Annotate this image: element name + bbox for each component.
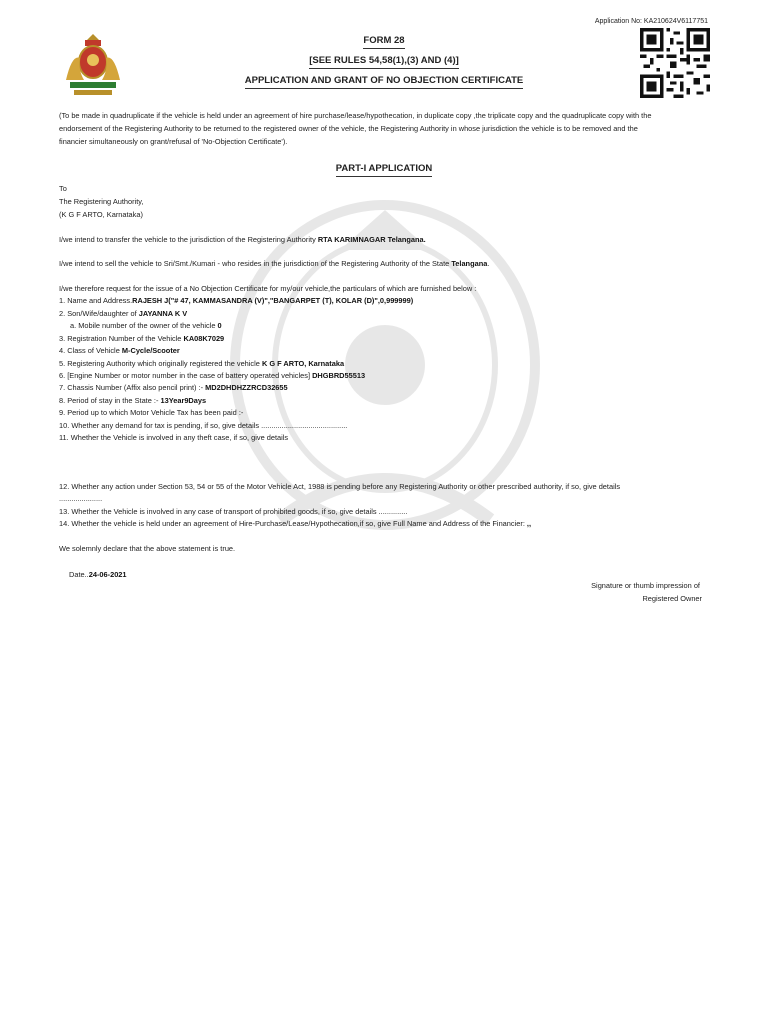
item-relation: 2. Son/Wife/daughter of JAYANNA K V — [59, 309, 188, 318]
rules-title: [SEE RULES 54,58(1),(3) AND (4)] — [309, 55, 459, 69]
application-number: Application No: KA210624V6117751 — [594, 18, 708, 25]
address-office: (K G F ARTO, Karnataka) — [59, 210, 143, 219]
item-theft-case: 11. Whether the Vehicle is involved in any theft case, if so, give details — [59, 433, 289, 442]
form-subtitle: APPLICATION AND GRANT OF NO OBJECTION CERTIFICATE — [245, 75, 524, 89]
part-title: PART-I APPLICATION — [336, 163, 432, 177]
sell-state: Telangana — [451, 259, 488, 268]
item-pending-action: 12. Whether any action under Section 53, 54 or 55 of the Motor Vehicle Act, 1988 is pending before any Registering Authority or other prescribed authority, if so, give details — [59, 482, 621, 491]
declaration: We solemnly declare that the above statement is true. — [59, 544, 236, 553]
address-authority: The Registering Authority, — [59, 197, 144, 206]
item-financier: 14. Whether the vehicle is held under an agreement of Hire-Purchase/Lease/Hypothecation,if so, give Full Name and Address of the Financier: ,, — [59, 519, 532, 528]
request-statement: I/we therefore request for the issue of a No Objection Certificate for my/our vehicle,the particulars of which are furnished below : — [59, 284, 477, 293]
item-pending-action-dots: ..................... — [59, 494, 103, 503]
sell-statement: I/we intend to sell the vehicle to Sri/Smt./Kumari - who resides in the jurisdiction of the Registering Authority of the State Telangana. — [59, 259, 490, 268]
transfer-destination: RTA KARIMNAGAR Telangana. — [317, 235, 426, 244]
item-stay-period: 8. Period of stay in the State :- 13Year9Days — [59, 396, 207, 405]
item-registering-authority: 5. Registering Authority which originally registered the vehicle K G F ARTO, Karnataka — [59, 359, 345, 368]
item-tax-period: 9. Period up to which Motor Vehicle Tax has been paid :- — [59, 408, 244, 417]
intro-note-line: financier simultaneously on grant/refusal of 'No-Objection Certificate'). — [59, 137, 288, 146]
date-value: 24-06-2021 — [88, 570, 127, 579]
transfer-statement: I/we intend to transfer the vehicle to the jurisdiction of the Registering Authority RTA KARIMNAGAR Telangana. — [59, 235, 426, 244]
address-to: To — [59, 184, 67, 193]
signature-line-1: Signature or thumb impression of — [591, 581, 700, 590]
item-engine-number: 6. [Engine Number or motor number in the case of battery operated vehicles] DHGBRD55513 — [59, 371, 366, 380]
item-prohibited-goods: 13. Whether the Vehicle is involved in any case of transport of prohibited goods, if so, give details .............. — [59, 507, 408, 516]
date-field: Date..24-06-2021 — [69, 570, 127, 579]
item-chassis-number: 7. Chassis Number (Affix also pencil print) :- MD2DHDHZZRCD32655 — [59, 383, 288, 392]
form-title: FORM 28 — [363, 35, 404, 49]
item-registration-number: 3. Registration Number of the Vehicle KA08K7029 — [59, 334, 225, 343]
item-mobile: a. Mobile number of the owner of the vehicle 0 — [70, 321, 222, 330]
item-name-address: 1. Name and Address.RAJESH J("# 47, KAMMASANDRA (V)","BANGARPET (T), KOLAR (D)",0,999999) — [59, 296, 414, 305]
intro-note-line: (To be made in quadruplicate if the vehicle is held under an agreement of hire purchase/lease/hypothecation, in duplicate copy ,the triplicate copy and the quadruplicate copy with the — [59, 111, 652, 120]
item-tax-demand: 10. Whether any demand for tax is pending, if so, give details .......................................... — [59, 421, 348, 430]
intro-note-line: endorsement of the Registering Authority to be returned to the registered owner of the vehicle, the Registering Authority in whose jurisdiction the vehicle is to be removed and the — [59, 124, 638, 133]
item-vehicle-class: 4. Class of Vehicle M-Cycle/Scooter — [59, 346, 180, 355]
signature-line-2: Registered Owner — [642, 594, 702, 603]
